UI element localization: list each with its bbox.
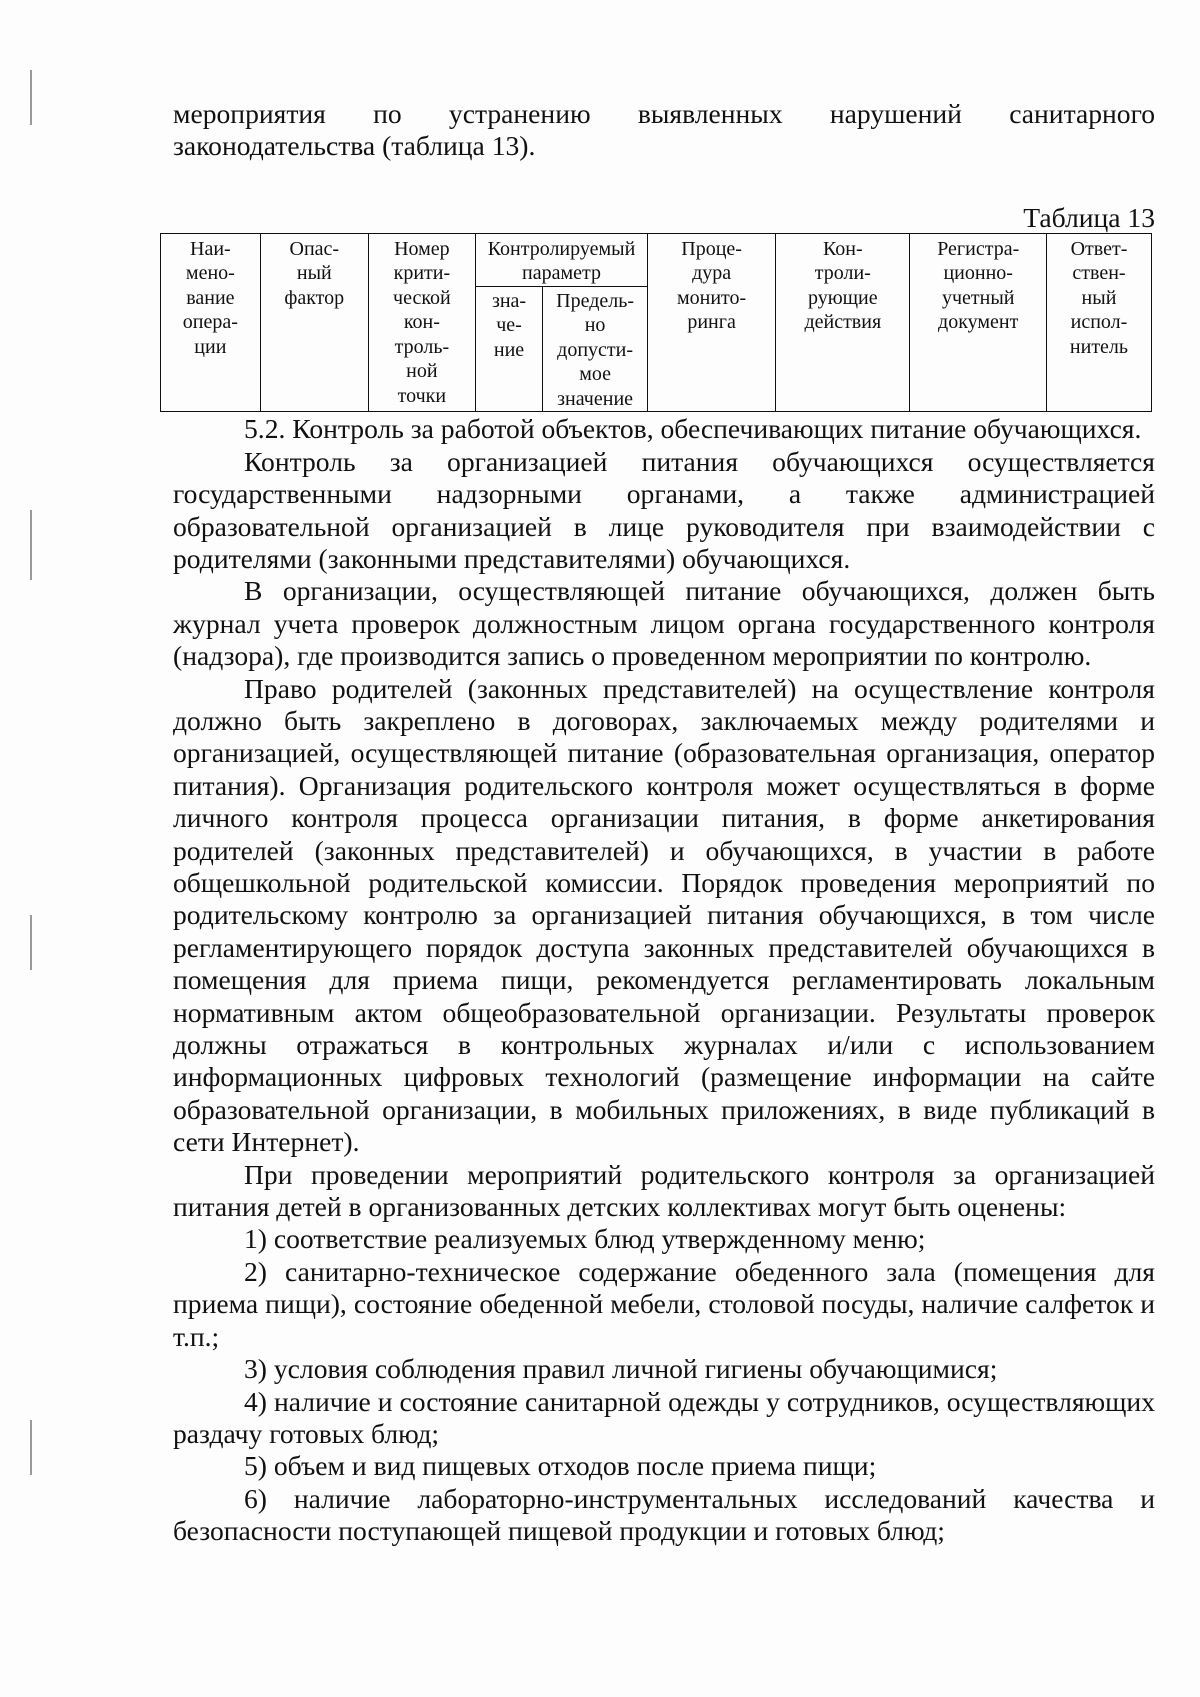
list-item: 1) соответствие реализуемых блюд утвержденному меню;	[244, 1223, 926, 1255]
list-item: 5) объем и вид пищевых отходов после приема пищи;	[244, 1450, 877, 1482]
section-heading: 5.2. Контроль за работой объектов, обеспечивающих питание обучающихся.	[244, 413, 1142, 445]
list-item: 3) условия соблюдения правил личной гигиены обучающимися;	[244, 1353, 998, 1385]
table-subheader-cell: зна- че- ние	[475, 286, 542, 412]
table-header-cell: Наи- мено- вание опера- ции	[161, 233, 261, 412]
table-header-cell: Контролируемый параметр	[475, 233, 647, 286]
table-header-cell: Регистра- ционно- учетный документ	[910, 233, 1046, 412]
monitoring-table	[160, 233, 1152, 413]
page-content	[173, 98, 1155, 1548]
table-header-cell: Кон- троли- рующие действия	[776, 233, 910, 412]
paragraph: При проведении мероприятий родительского контроля за организацией питания детей в организованных детских коллективах могут быть оценены:	[173, 1158, 1155, 1223]
scan-artifact	[30, 915, 32, 970]
table-header-cell: Опас- ный фактор	[260, 233, 368, 412]
table-header-cell: Проце- дура монито- ринга	[648, 233, 776, 412]
list-item: 6) наличие лабораторно-инструментальных исследований качества и безопасности поступающей пищевой продукции и готовых блюд;	[173, 1482, 1155, 1547]
list-item: 2) санитарно-техническое содержание обеденного зала (помещения для приема пищи), состояние обеденной мебели, столовой посуды, наличие салфеток и т.п.;	[173, 1255, 1155, 1352]
scan-artifact	[30, 70, 32, 125]
table-caption: Таблица 13	[1023, 201, 1155, 233]
scan-artifact	[30, 1420, 32, 1475]
list-item: 4) наличие и состояние санитарной одежды у сотрудников, осуществляющих раздачу готовых блюд;	[173, 1385, 1155, 1449]
table-subheader-cell: Предель- но допусти- мое значение	[543, 286, 648, 412]
scan-artifact	[30, 510, 32, 580]
table-header-cell: Ответ- ствен- ный испол- нитель	[1046, 233, 1151, 412]
paragraph: В организации, осуществляющей питание обучающихся, должен быть журнал учета проверок должностным лицом органа государственного контроля (надзора), где производится запись о проведенном мероприятии по контролю.	[173, 575, 1155, 672]
paragraph: Право родителей (законных представителей) на осуществление контроля должно быть закреплено в договорах, заключаемых между родителями и организацией, осуществляющей питание (образовательная организация, оператор питания). Организация родительского контроля может осуществляться в форме личного контроля процесса организации питания, в форме анкетирования родителей (законных представителей) и обучающихся, в участии в работе общешкольной родительской комиссии. Порядок проведения мероприятий по родительскому контролю за организацией питания обучающихся, в том числе регламентирующего порядок доступа законных представителей обучающихся в помещения для приема пищи, рекомендуется регламентировать локальным нормативным актом общеобразовательной организации. Результаты проверок должны отражаться в контрольных журналах и/или с использованием информационных цифровых технологий (размещение информации на сайте образовательной организации, в мобильных приложениях, в виде публикаций в сети Интернет).	[173, 672, 1155, 1158]
paragraph: Контроль за организацией питания обучающихся осуществляется государственными надзорными органами, а также администрацией образовательной организацией в лице руководителя при взаимодействии с родителями (законными представителями) обучающихся.	[173, 445, 1155, 574]
paragraph-intro: мероприятия по устранению выявленных нарушений санитарного законодательства (таблица 13).	[173, 98, 1155, 162]
table-header-cell: Номер крити- ческой кон- троль- ной точки	[368, 233, 475, 412]
